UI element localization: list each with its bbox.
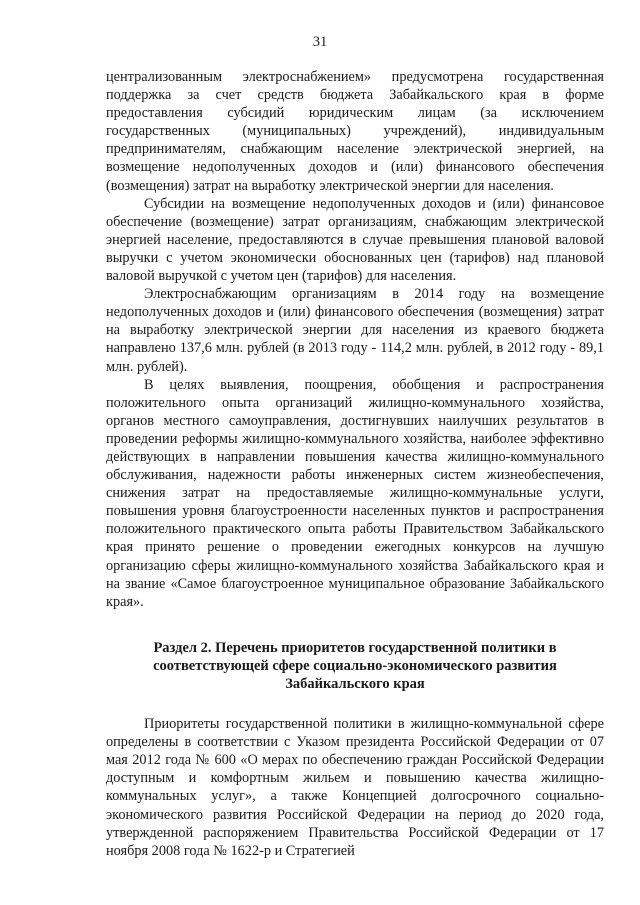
page-number: 31 [312, 34, 328, 50]
section-heading-line-2: соответствующей сфере социально-экономического развития [153, 657, 557, 674]
paragraph-funding: Электроснабжающим организациям в 2014 году на возмещение недополученных доходов и (или) финансового обеспечения (возмещения) затрат на выработку электрической энергии для населения из краевого бюджета направлено 137,6 млн. рублей (в 2013 году - 114,2 млн. рублей, в 2012 году - 89,1 млн. рублей). [106, 286, 604, 375]
paragraph-continuation: централизованным электроснабжением» предусмотрена государственная поддержка за счет средств бюджета Забайкальского края в форме предоставления субсидий юридическим лицам (за исключением государственных (муниципальных) учреждений), индивидуальным предпринимателям, снабжающим население электрической энергией, на возмещение недополученных доходов и (или) финансового обеспечения (возмещения) затрат на выработку электрической энергии для населения. [106, 69, 604, 194]
paragraph-priorities: Приоритеты государственной политики в жилищно-коммунальной сфере определены в соответствии с Указом президента Российской Федерации от 07 мая 2012 года № 600 «О мерах по обеспечению граждан Российской Федерации доступным и комфортным жильем и повышению качества жилищно-коммунальных услуг», а также Концепцией долгосрочного социально-экономического развития Российской Федерации на период до 2020 года, утвержденной распоряжением Правительства Российской Федерации от 17 ноября 2008 года № 1622-р и Стратегией [106, 716, 604, 859]
section-heading [106, 639, 604, 693]
section-heading-line-3: Забайкальского края [285, 676, 425, 692]
paragraph-contests: В целях выявления, поощрения, обобщения и распространения положительного опыта организаций жилищно-коммунального хозяйства, органов местного самоуправления, достигнувших наилучших результатов в проведении реформы жилищно-коммунального хозяйства, наиболее эффективно действующих в направлении повышения качества жилищно-коммунального обслуживания, надежности работы инженерных систем жизнеобеспечения, снижения затрат на предоставляемые жилищно-коммунальные услуги, повышения уровня благоустроенности населенных пунктов и распространения положительного практического опыта работы Правительством Забайкальского края принято решение о проведении ежегодных конкурсов на лучшую организацию сферы жилищно-коммунального хозяйства Забайкальского края и на звание «Самое благоустроенное муниципальное образование Забайкальского края». [106, 376, 604, 610]
document-body [106, 68, 604, 860]
paragraph-subsidies: Субсидии на возмещение недополученных доходов и (или) финансовое обеспечение (возмещение) затрат организациям, снабжающим электрической энергией население, предоставляются в случае превышения плановой валовой выручки с учетом экономически обоснованных цен (тарифов) над плановой валовой выручкой с учетом цен (тарифов) для населения. [106, 195, 604, 285]
section-heading-line-1: Раздел 2. Перечень приоритетов государственной политики в [153, 639, 557, 656]
